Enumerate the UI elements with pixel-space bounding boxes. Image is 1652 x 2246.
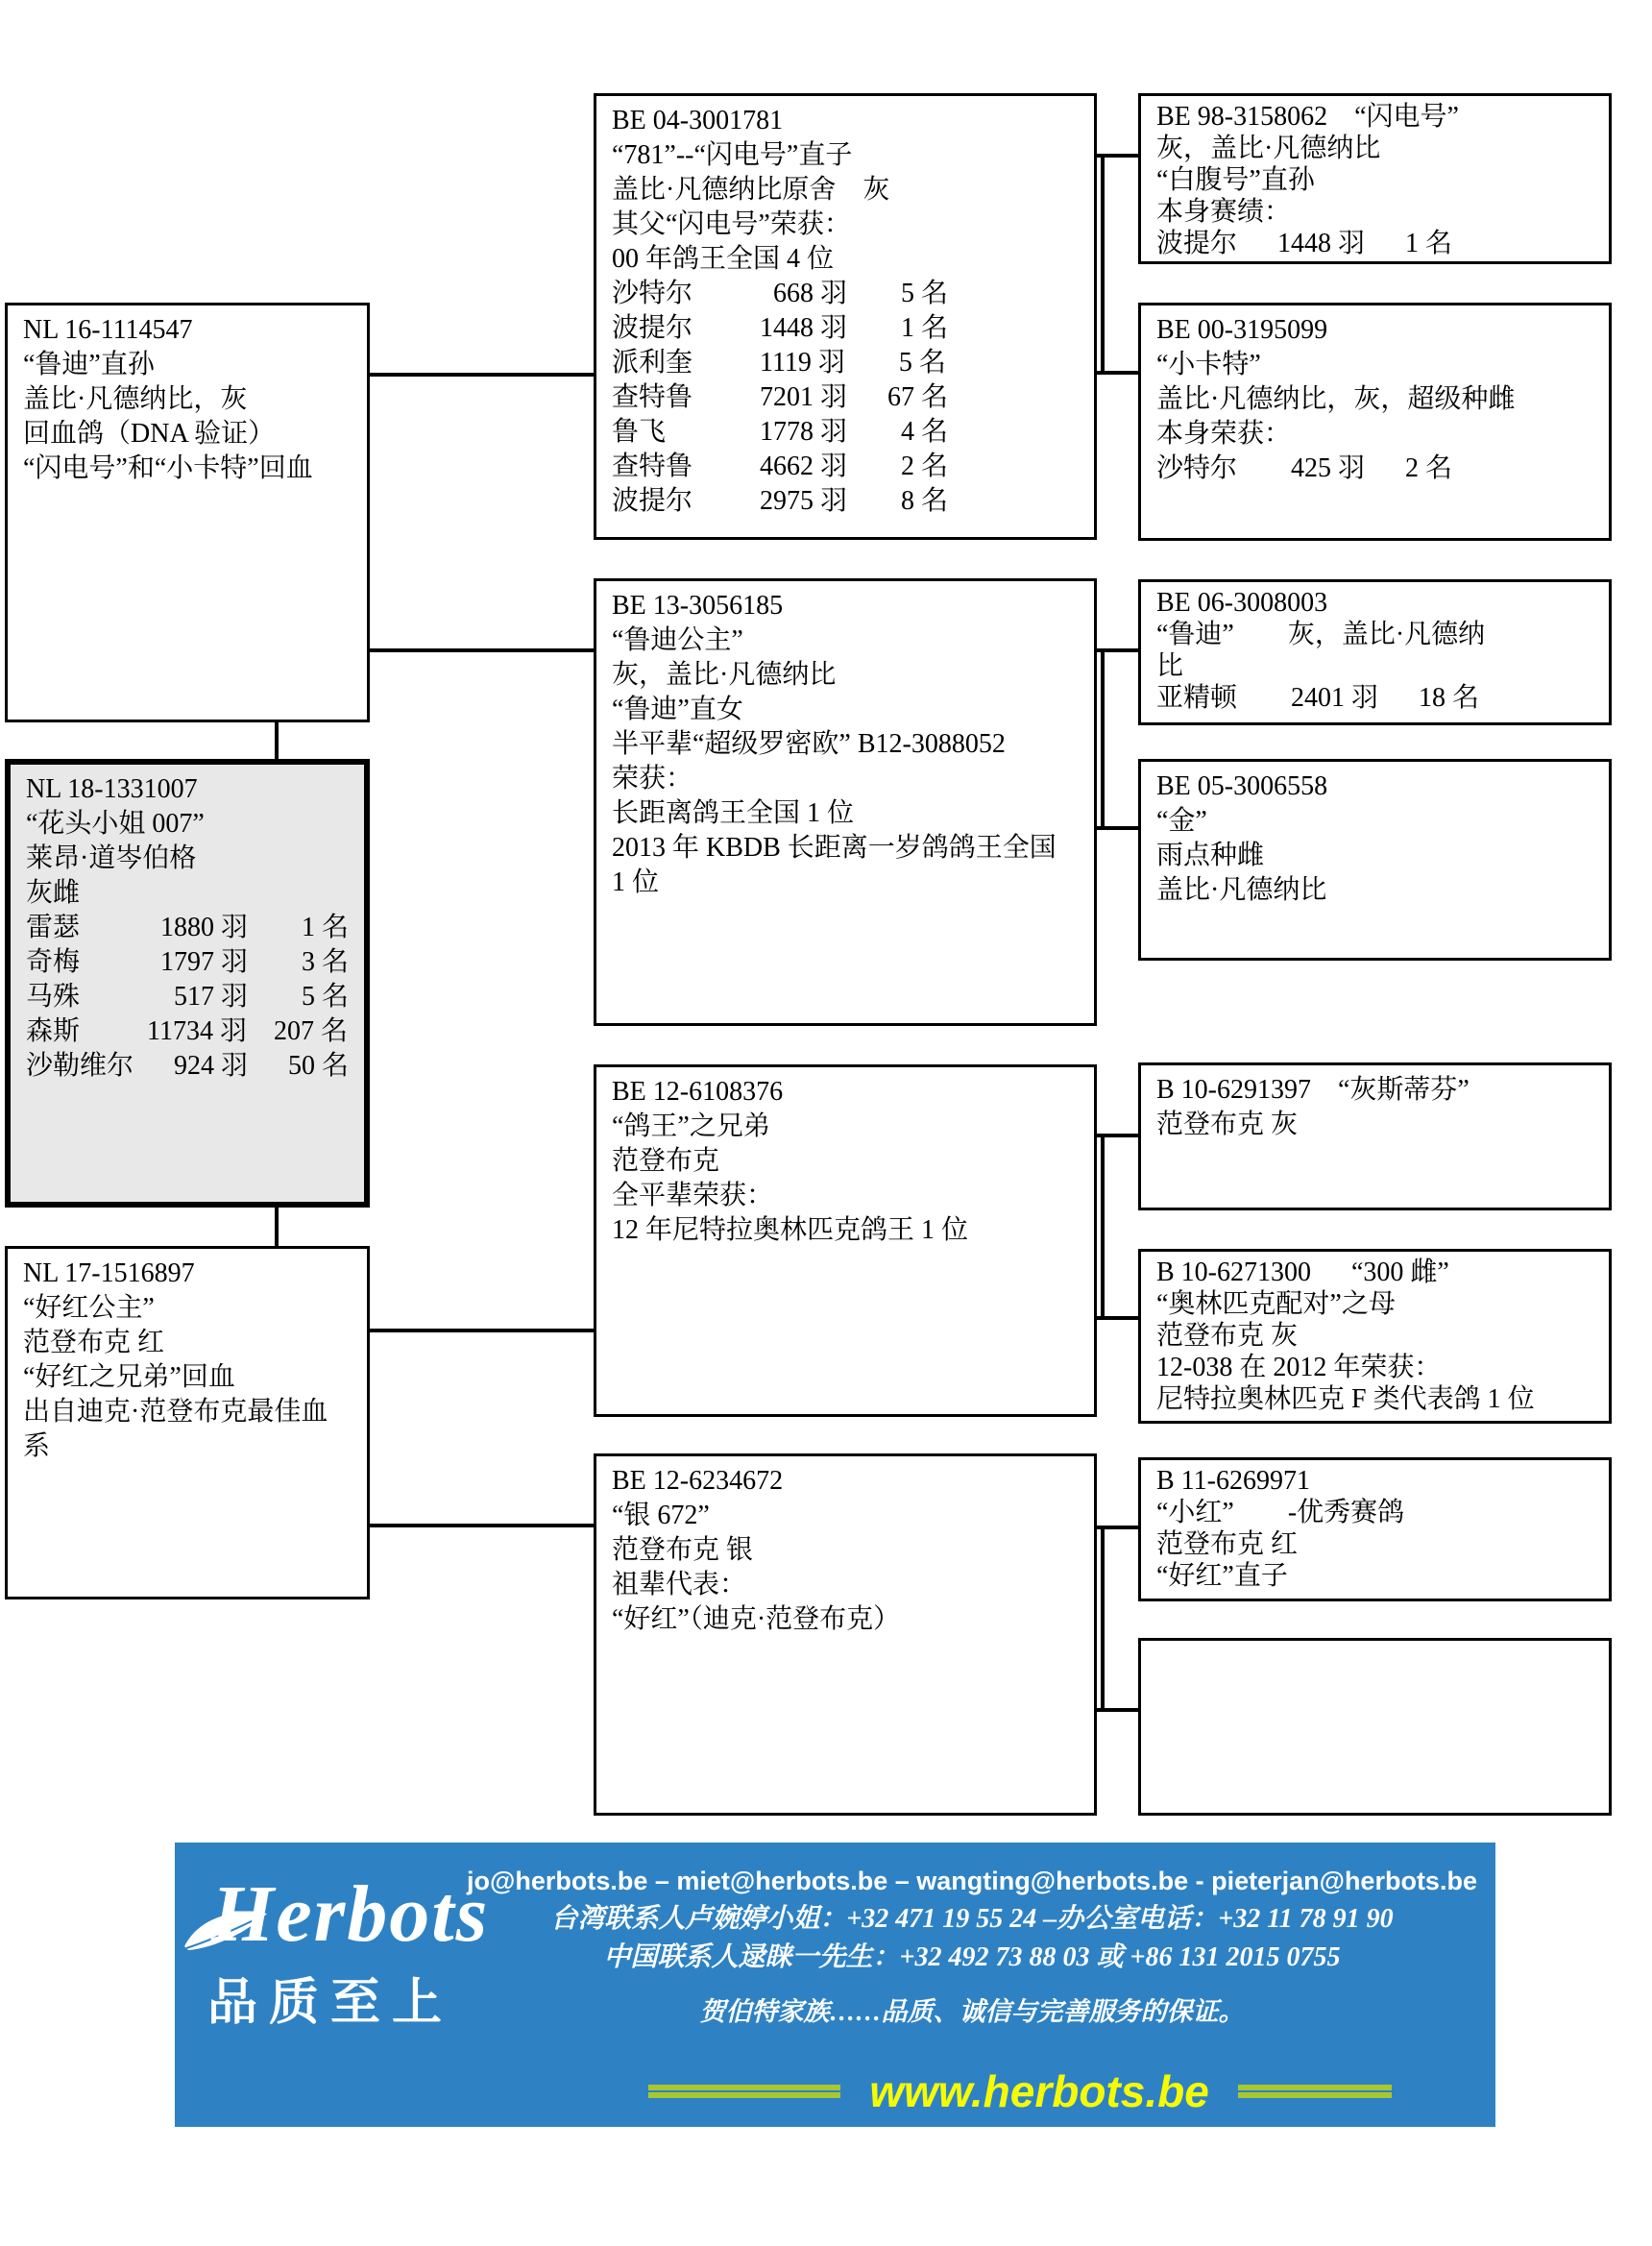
text-line: “好红公主” [23, 1293, 155, 1323]
text-line: 波提尔 2975 羽 8 名 [612, 486, 949, 516]
text-line: NL 18-1331007 [26, 774, 198, 804]
pedigree-box-granddam-maternal [594, 1453, 1097, 1816]
text-line: 范登布克 银 [612, 1535, 754, 1565]
text-line: 查特鲁 4662 羽 2 名 [612, 452, 949, 481]
text-line: “好红之兄弟”回血 [23, 1362, 235, 1392]
text-line: NL 16-1114547 [23, 315, 193, 345]
pedigree-box-ggp-6 [1138, 1249, 1612, 1424]
text-line: BE 98-3158062 “闪电号” [1156, 102, 1459, 132]
pedigree-box-ggp-8-empty [1138, 1638, 1612, 1816]
text-line: 灰，盖比·凡德纳比 [612, 660, 837, 690]
text-line: “小卡特” [1156, 350, 1261, 379]
text-line: 全平辈荣获： [612, 1181, 774, 1210]
text-line: 沙勒维尔 924 羽 50 名 [26, 1051, 350, 1081]
banner-tagline: 品质至上 [207, 1976, 454, 2031]
connector-subject-dam [275, 1208, 279, 1246]
text-line: “鲁迪” 灰，盖比·凡德纳 [1156, 620, 1486, 649]
text-line: 其父“闪电号”荣获： [612, 209, 851, 239]
text-line: 盖比·凡德纳比，灰，超级种雌 [1156, 384, 1516, 414]
text-line: “花头小姐 007” [26, 809, 205, 839]
text-line: 亚精顿 2401 羽 18 名 [1156, 683, 1480, 713]
connector-sire-m1 [370, 373, 594, 377]
text-line: 沙特尔 668 羽 5 名 [612, 279, 949, 308]
pedigree-box-subject [5, 759, 370, 1208]
pedigree-box-ggp-4 [1138, 759, 1612, 961]
bracket-m1 [1101, 154, 1105, 375]
text-line: “银 672” [612, 1501, 710, 1530]
text-line: BE 05-3006558 [1156, 771, 1328, 801]
text-line: B 10-6271300 “300 雌” [1156, 1257, 1449, 1287]
banner-contact-block [463, 1862, 1481, 2029]
text-line: “金” [1156, 806, 1207, 836]
text-line: 长距离鸽王全国 1 位 [612, 798, 855, 828]
double-rule-left [648, 2085, 840, 2098]
text-line: “奥林匹克配对”之母 [1156, 1289, 1396, 1319]
banner-emails: jo@herbots.be – miet@herbots.be – wangting@herbots.be - pieterjan@herbots.be [467, 1867, 1477, 1895]
text-line: “好红”直子 [1156, 1561, 1288, 1591]
banner-taiwan-contact: 台湾联系人卢婉婷小姐：+32 471 19 55 24 –办公室电话：+32 11 78 91 90 [550, 1904, 1394, 1934]
text-line: 灰雌 [26, 878, 81, 908]
text-line: 灰，盖比·凡德纳比 [1156, 134, 1381, 163]
text-line: 范登布克 灰 [1156, 1110, 1299, 1139]
text-line: 马殊 517 羽 5 名 [26, 982, 350, 1012]
text-line: 1 位 [612, 867, 660, 897]
text-line: 本身赛绩： [1156, 197, 1292, 227]
text-line: “鲁迪公主” [612, 625, 743, 655]
pedigree-box-ggp-3 [1138, 579, 1612, 725]
connector-sire-m2 [370, 648, 594, 652]
text-line: 12-038 在 2012 年荣获： [1156, 1353, 1442, 1382]
text-line: “好红”（迪克·范登布克） [612, 1604, 901, 1634]
text-line: 范登布克 红 [1156, 1529, 1299, 1559]
text-line: 雷瑟 1880 羽 1 名 [26, 913, 350, 942]
text-line: 沙特尔 425 羽 2 名 [1156, 453, 1453, 483]
text-line: “白腹号”直孙 [1156, 165, 1315, 195]
text-line: B 11-6269971 [1156, 1466, 1310, 1496]
text-line: 奇梅 1797 羽 3 名 [26, 947, 350, 977]
connector-dam-m4 [370, 1524, 594, 1527]
double-rule-right [1238, 2085, 1392, 2098]
connector-sire-subject [275, 722, 279, 759]
text-line: 波提尔 1448 羽 1 名 [612, 313, 949, 343]
text-line: BE 04-3001781 [612, 106, 784, 135]
pedigree-box-ggp-7 [1138, 1457, 1612, 1601]
text-line: “闪电号”和“小卡特”回血 [23, 453, 313, 483]
text-line: B 10-6291397 “灰斯蒂芬” [1156, 1075, 1470, 1105]
banner-website-link[interactable]: www.herbots.be [869, 2066, 1209, 2116]
text-line: “鲁迪”直孙 [23, 350, 155, 379]
bracket-m2 [1101, 648, 1105, 830]
text-line: BE 06-3008003 [1156, 588, 1328, 618]
text-line: 波提尔 1448 羽 1 名 [1156, 229, 1453, 258]
text-line: “781”--“闪电号”直子 [612, 140, 853, 170]
text-line: 范登布克 [612, 1146, 720, 1176]
pedigree-box-granddam-paternal [594, 578, 1097, 1026]
text-line: 00 年鸽王全国 4 位 [612, 244, 835, 274]
text-line: BE 00-3195099 [1156, 315, 1328, 345]
pedigree-box-grandsire-paternal [594, 93, 1097, 540]
text-line: 盖比·凡德纳比 [1156, 875, 1327, 905]
text-line: 出自迪克·范登布克最佳血系 [23, 1397, 328, 1461]
pedigree-box-grandsire-maternal [594, 1064, 1097, 1417]
text-line: 2013 年 KBDB 长距离一岁鸽鸽王全国 [612, 833, 1057, 863]
text-line: 12 年尼特拉奥林匹克鸽王 1 位 [612, 1215, 969, 1245]
text-line: 盖比·凡德纳比，灰 [23, 384, 248, 414]
text-line: 查特鲁 7201 羽 67 名 [612, 382, 949, 412]
text-line: BE 12-6108376 [612, 1077, 784, 1107]
text-line: 祖辈代表： [612, 1570, 747, 1599]
pedigree-box-dam [5, 1246, 370, 1599]
text-line: 尼特拉奥林匹克 F 类代表鸽 1 位 [1156, 1384, 1535, 1414]
pedigree-box-ggp-5 [1138, 1062, 1612, 1210]
text-line: 莱昂·道岑伯格 [26, 843, 197, 873]
text-line: “鲁迪”直女 [612, 695, 743, 724]
text-line: 派利奎 1119 羽 5 名 [612, 348, 946, 378]
banner-website-row [540, 2065, 1500, 2117]
text-line: “小红” -优秀赛鸽 [1156, 1498, 1405, 1527]
text-line: 比 [1156, 651, 1184, 681]
text-line: NL 17-1516897 [23, 1258, 195, 1288]
text-line: 荣获： [612, 764, 693, 793]
text-line: “鸽王”之兄弟 [612, 1111, 770, 1141]
text-line: 范登布克 灰 [1156, 1321, 1299, 1351]
herbots-banner[interactable] [175, 1843, 1495, 2127]
text-line: BE 13-3056185 [612, 591, 784, 621]
herbots-logo: Herbots [211, 1869, 490, 1959]
bracket-m4 [1101, 1526, 1105, 1712]
banner-slogan: 贺伯特家族……品质、诚信与完善服务的保证。 [699, 1997, 1245, 2026]
text-line: 本身荣获： [1156, 419, 1292, 449]
text-line: 雨点种雌 [1156, 841, 1265, 870]
text-line: 盖比·凡德纳比原舍 灰 [612, 175, 890, 205]
text-line: 回血鸽（DNA 验证） [23, 419, 276, 449]
text-line: 鲁飞 1778 羽 4 名 [612, 417, 949, 447]
text-line: 范登布克 红 [23, 1328, 165, 1357]
pedigree-box-sire [5, 303, 370, 722]
text-line: BE 12-6234672 [612, 1466, 784, 1496]
pedigree-box-ggp-1 [1138, 93, 1612, 264]
text-line: 半平辈“超级罗密欧” B12-3088052 [612, 729, 1006, 759]
text-line: 森斯 11734 羽 207 名 [26, 1016, 348, 1046]
bracket-m3 [1101, 1134, 1105, 1320]
pedigree-box-ggp-2 [1138, 303, 1612, 541]
connector-dam-m3 [370, 1329, 594, 1332]
banner-china-contact: 中国联系人逯睐一先生：+32 492 73 88 03 或 +86 131 2015 0755 [603, 1942, 1341, 1972]
